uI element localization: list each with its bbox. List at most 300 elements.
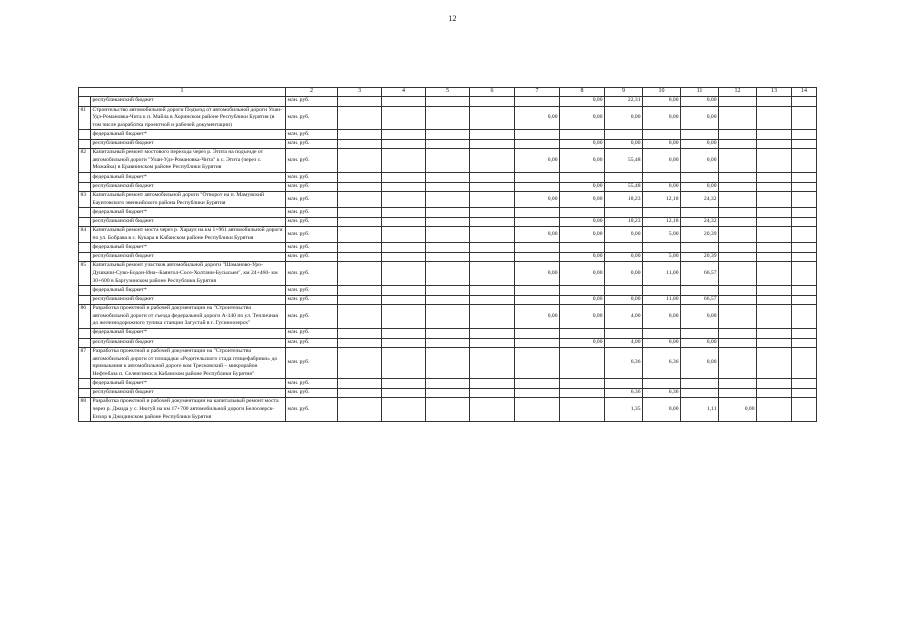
column-header-3: 3 <box>338 88 382 97</box>
value-cell <box>470 338 515 348</box>
unit-cell: млн. руб. <box>286 338 338 348</box>
value-cell <box>470 106 515 130</box>
value-cell <box>757 379 792 389</box>
value-cell <box>605 243 643 253</box>
value-cell <box>426 379 470 389</box>
value-cell <box>338 97 382 107</box>
budget-subrow <box>79 217 817 227</box>
value-cell <box>792 252 817 262</box>
value-cell <box>757 286 792 296</box>
value-cell <box>757 295 792 305</box>
value-cell <box>470 305 515 329</box>
value-cell <box>470 252 515 262</box>
value-cell <box>792 329 817 339</box>
value-cell <box>470 149 515 173</box>
row-number-cell <box>79 182 91 192</box>
value-cell: 11,00 <box>643 262 681 286</box>
unit-cell: млн. руб. <box>286 149 338 173</box>
value-cell <box>470 97 515 107</box>
value-cell <box>426 173 470 183</box>
value-cell <box>757 139 792 149</box>
value-cell: 0,00 <box>515 106 560 130</box>
value-cell <box>515 217 560 227</box>
value-cell: 6,36 <box>643 388 681 398</box>
row-number: 88 <box>79 398 91 422</box>
value-cell: 0,00 <box>515 149 560 173</box>
budget-source-label: федеральный бюджет* <box>91 286 286 296</box>
value-cell <box>515 348 560 379</box>
row-number-cell <box>79 329 91 339</box>
value-cell <box>426 243 470 253</box>
value-cell <box>426 305 470 329</box>
project-row <box>79 106 817 130</box>
value-cell <box>470 262 515 286</box>
column-header-6: 6 <box>470 88 515 97</box>
value-cell: 0,00 <box>560 149 605 173</box>
value-cell <box>426 182 470 192</box>
column-header-1: 1 <box>79 88 286 97</box>
budget-subrow <box>79 338 817 348</box>
value-cell: 0,00 <box>643 97 681 107</box>
value-cell <box>681 379 719 389</box>
value-cell <box>338 217 382 227</box>
row-number-cell <box>79 217 91 227</box>
value-cell <box>470 227 515 243</box>
value-cell: 66,57 <box>681 262 719 286</box>
value-cell <box>681 286 719 296</box>
value-cell <box>426 295 470 305</box>
unit-cell: млн. руб. <box>286 139 338 149</box>
value-cell: 0,00 <box>605 139 643 149</box>
row-number-cell <box>79 379 91 389</box>
value-cell <box>719 348 757 379</box>
value-cell <box>382 149 426 173</box>
value-cell <box>757 97 792 107</box>
value-cell: 6,36 <box>605 388 643 398</box>
budget-source-label: республиканский бюджет <box>91 217 286 227</box>
value-cell <box>757 217 792 227</box>
value-cell: 0,00 <box>560 192 605 208</box>
row-number: 82 <box>79 149 91 173</box>
unit-cell: млн. руб. <box>286 295 338 305</box>
value-cell: 0,00 <box>560 252 605 262</box>
value-cell <box>338 227 382 243</box>
value-cell: 0,00 <box>560 227 605 243</box>
value-cell <box>382 243 426 253</box>
row-number: 84 <box>79 227 91 243</box>
value-cell: 0,00 <box>560 295 605 305</box>
value-cell <box>605 173 643 183</box>
value-cell <box>338 130 382 140</box>
value-cell <box>719 305 757 329</box>
project-name: Капитальный ремонт автомобильной дороги "Отворот на п. Мамувский Баунтовского эвенкийского района Республики Бурятия <box>91 192 286 208</box>
unit-cell: млн. руб. <box>286 227 338 243</box>
value-cell: 12,18 <box>643 217 681 227</box>
unit-cell: млн. руб. <box>286 286 338 296</box>
value-cell: 0,00 <box>643 305 681 329</box>
value-cell <box>792 192 817 208</box>
value-cell <box>757 173 792 183</box>
row-number-cell <box>79 286 91 296</box>
value-cell <box>757 388 792 398</box>
value-cell <box>681 329 719 339</box>
value-cell <box>382 295 426 305</box>
value-cell <box>792 139 817 149</box>
project-row <box>79 348 817 379</box>
column-header-8: 8 <box>560 88 605 97</box>
value-cell <box>338 149 382 173</box>
value-cell: 0,00 <box>515 262 560 286</box>
column-header-9: 9 <box>605 88 643 97</box>
value-cell <box>515 252 560 262</box>
value-cell: 22,31 <box>605 97 643 107</box>
value-cell: 0,00 <box>643 398 681 422</box>
value-cell <box>426 286 470 296</box>
value-cell: 0,00 <box>719 398 757 422</box>
value-cell <box>719 262 757 286</box>
column-header-2: 2 <box>286 88 338 97</box>
budget-subrow <box>79 286 817 296</box>
column-header-11: 11 <box>681 88 719 97</box>
value-cell <box>792 130 817 140</box>
value-cell <box>426 149 470 173</box>
unit-cell: млн. руб. <box>286 262 338 286</box>
value-cell <box>338 262 382 286</box>
value-cell <box>757 329 792 339</box>
value-cell <box>757 106 792 130</box>
value-cell <box>338 252 382 262</box>
value-cell: 0,00 <box>681 182 719 192</box>
value-cell <box>757 262 792 286</box>
value-cell: 0,00 <box>681 106 719 130</box>
value-cell: 24,32 <box>681 192 719 208</box>
value-cell <box>426 398 470 422</box>
value-cell: 0,00 <box>560 262 605 286</box>
column-header-5: 5 <box>426 88 470 97</box>
value-cell <box>757 348 792 379</box>
project-name: Разработка проектной и рабочей документации на капитальный ремонт моста через р. Джида у с. Нюгуй на км 17+700 автомобильной дороги Белоозерск-Енхор в Джидинском районе Республики Бурятия <box>91 398 286 422</box>
value-cell <box>560 329 605 339</box>
value-cell <box>757 243 792 253</box>
value-cell <box>757 398 792 422</box>
budget-table <box>78 87 817 422</box>
value-cell <box>338 305 382 329</box>
value-cell <box>681 208 719 218</box>
value-cell <box>382 305 426 329</box>
value-cell <box>470 208 515 218</box>
value-cell: 4,00 <box>605 305 643 329</box>
value-cell <box>382 217 426 227</box>
value-cell: 0,00 <box>681 97 719 107</box>
value-cell <box>426 192 470 208</box>
value-cell: 0,00 <box>643 338 681 348</box>
value-cell <box>719 130 757 140</box>
project-name: Разработка проектной и рабочей документации на "Строительство автомобильной дороги от площадки «Родительского стада птицефабрики» до примыкания к автомобильной дороге ком Тресковский – микрорайон Нефтебаза п. Селенгинск в Кабанском районе Республики Бурятия" <box>91 348 286 379</box>
value-cell: 0,00 <box>560 97 605 107</box>
value-cell <box>382 348 426 379</box>
value-cell <box>382 106 426 130</box>
value-cell: 18,23 <box>605 192 643 208</box>
project-name: Капитальный ремонт участков автомобильной дороги "Шаманово-Уро-Душкачи-Суво-Бодон-Ина--Баянгол-Сосе-Холтани-Бусысьен", км 24+460- км 30+600 в Баргузинском районе Республики Бурятия <box>91 262 286 286</box>
row-number-cell <box>79 295 91 305</box>
value-cell <box>792 262 817 286</box>
value-cell: 6,36 <box>643 348 681 379</box>
unit-cell: млн. руб. <box>286 243 338 253</box>
project-name: Капитальный ремонт моста через р. Хараул на км 1+961 автомобильной дороги по ул. Бобрава в с. Кукара в Кабанском районе Республики Бурятия <box>91 227 286 243</box>
value-cell <box>719 173 757 183</box>
value-cell <box>338 106 382 130</box>
column-header-13: 13 <box>757 88 792 97</box>
value-cell <box>643 379 681 389</box>
value-cell <box>681 173 719 183</box>
value-cell <box>719 106 757 130</box>
value-cell <box>643 286 681 296</box>
value-cell: 0,00 <box>605 295 643 305</box>
value-cell <box>792 379 817 389</box>
value-cell <box>338 329 382 339</box>
value-cell <box>560 379 605 389</box>
budget-source-label: федеральный бюджет* <box>91 173 286 183</box>
value-cell <box>338 208 382 218</box>
value-cell <box>338 192 382 208</box>
value-cell <box>382 252 426 262</box>
value-cell <box>792 149 817 173</box>
value-cell <box>515 139 560 149</box>
value-cell <box>470 217 515 227</box>
value-cell: 5,00 <box>643 252 681 262</box>
budget-source-label: республиканский бюджет <box>91 295 286 305</box>
unit-cell: млн. руб. <box>286 252 338 262</box>
column-header-7: 7 <box>515 88 560 97</box>
value-cell <box>643 130 681 140</box>
value-cell <box>426 227 470 243</box>
value-cell <box>681 130 719 140</box>
value-cell <box>792 208 817 218</box>
value-cell <box>757 305 792 329</box>
value-cell <box>681 243 719 253</box>
header-row <box>79 88 817 97</box>
value-cell: 0,00 <box>605 262 643 286</box>
value-cell <box>515 388 560 398</box>
unit-cell: млн. руб. <box>286 398 338 422</box>
value-cell <box>515 338 560 348</box>
value-cell: 0,00 <box>643 139 681 149</box>
value-cell <box>792 227 817 243</box>
value-cell: 0,00 <box>560 305 605 329</box>
value-cell: 66,57 <box>681 295 719 305</box>
budget-subrow <box>79 379 817 389</box>
unit-cell: млн. руб. <box>286 388 338 398</box>
row-number-cell <box>79 130 91 140</box>
value-cell: 0,00 <box>681 348 719 379</box>
value-cell <box>515 286 560 296</box>
value-cell: 0,00 <box>605 106 643 130</box>
row-number: 81 <box>79 106 91 130</box>
project-row <box>79 192 817 208</box>
value-cell <box>792 217 817 227</box>
value-cell <box>426 217 470 227</box>
value-cell: 1,11 <box>681 398 719 422</box>
value-cell <box>470 182 515 192</box>
value-cell: 0,00 <box>605 227 643 243</box>
value-cell <box>426 348 470 379</box>
value-cell <box>382 338 426 348</box>
value-cell: 18,23 <box>605 217 643 227</box>
budget-subrow <box>79 208 817 218</box>
value-cell <box>338 348 382 379</box>
value-cell <box>792 398 817 422</box>
unit-cell: млн. руб. <box>286 130 338 140</box>
value-cell <box>719 217 757 227</box>
value-cell <box>426 262 470 286</box>
value-cell <box>643 208 681 218</box>
value-cell <box>382 139 426 149</box>
value-cell <box>560 286 605 296</box>
value-cell <box>382 208 426 218</box>
value-cell <box>338 398 382 422</box>
unit-cell: млн. руб. <box>286 192 338 208</box>
value-cell <box>382 398 426 422</box>
value-cell <box>470 398 515 422</box>
value-cell <box>470 139 515 149</box>
budget-subrow <box>79 139 817 149</box>
unit-cell: млн. руб. <box>286 305 338 329</box>
value-cell <box>338 182 382 192</box>
value-cell <box>338 338 382 348</box>
value-cell <box>382 97 426 107</box>
value-cell <box>757 130 792 140</box>
value-cell: 0,00 <box>515 227 560 243</box>
value-cell: 0,00 <box>605 252 643 262</box>
project-name: Разработка проектной и рабочей документации на "Строительство автомобильной дороги от съезда федеральной дороги А-340 по ул. Тепличная до железнодорожного тупика станции Загустай в г. Гусиноозерск" <box>91 305 286 329</box>
budget-source-label: республиканский бюджет <box>91 388 286 398</box>
value-cell: 0,00 <box>515 305 560 329</box>
row-number: 83 <box>79 192 91 208</box>
unit-cell: млн. руб. <box>286 106 338 130</box>
value-cell <box>719 329 757 339</box>
budget-source-label: республиканский бюджет <box>91 139 286 149</box>
project-row <box>79 149 817 173</box>
value-cell <box>382 182 426 192</box>
value-cell: 0,00 <box>515 192 560 208</box>
row-number-cell <box>79 243 91 253</box>
value-cell <box>426 329 470 339</box>
unit-cell: млн. руб. <box>286 208 338 218</box>
value-cell <box>792 182 817 192</box>
value-cell <box>382 192 426 208</box>
value-cell: 0,00 <box>560 139 605 149</box>
value-cell <box>515 398 560 422</box>
unit-cell: млн. руб. <box>286 379 338 389</box>
budget-subrow <box>79 329 817 339</box>
row-number-cell <box>79 139 91 149</box>
value-cell: 5,00 <box>643 227 681 243</box>
value-cell <box>382 130 426 140</box>
value-cell <box>560 130 605 140</box>
budget-subrow <box>79 243 817 253</box>
value-cell: 6,36 <box>605 348 643 379</box>
value-cell <box>426 139 470 149</box>
budget-subrow <box>79 173 817 183</box>
value-cell: 1,35 <box>605 398 643 422</box>
value-cell <box>338 295 382 305</box>
value-cell <box>792 338 817 348</box>
project-row <box>79 305 817 329</box>
value-cell <box>719 379 757 389</box>
row-number: 85 <box>79 262 91 286</box>
value-cell <box>338 139 382 149</box>
value-cell <box>338 286 382 296</box>
value-cell <box>338 243 382 253</box>
value-cell <box>681 388 719 398</box>
value-cell <box>792 305 817 329</box>
value-cell <box>338 379 382 389</box>
value-cell <box>792 106 817 130</box>
value-cell <box>605 379 643 389</box>
value-cell: 0,00 <box>681 149 719 173</box>
value-cell <box>426 338 470 348</box>
value-cell <box>792 97 817 107</box>
budget-subrow <box>79 295 817 305</box>
value-cell <box>515 295 560 305</box>
unit-cell: млн. руб. <box>286 329 338 339</box>
column-header-14: 14 <box>792 88 817 97</box>
value-cell <box>426 388 470 398</box>
value-cell <box>515 130 560 140</box>
value-cell <box>515 173 560 183</box>
column-header-4: 4 <box>382 88 426 97</box>
value-cell <box>560 348 605 379</box>
value-cell <box>382 227 426 243</box>
unit-cell: млн. руб. <box>286 182 338 192</box>
value-cell: 12,18 <box>643 192 681 208</box>
value-cell <box>382 388 426 398</box>
budget-source-label: республиканский бюджет <box>91 338 286 348</box>
value-cell <box>757 338 792 348</box>
value-cell: 0,00 <box>681 338 719 348</box>
value-cell <box>560 243 605 253</box>
value-cell <box>515 208 560 218</box>
value-cell <box>643 173 681 183</box>
value-cell <box>338 388 382 398</box>
value-cell: 0,00 <box>560 338 605 348</box>
value-cell <box>719 97 757 107</box>
value-cell <box>515 182 560 192</box>
value-cell <box>792 243 817 253</box>
value-cell <box>426 130 470 140</box>
value-cell <box>470 348 515 379</box>
value-cell <box>643 243 681 253</box>
value-cell <box>719 252 757 262</box>
value-cell <box>382 286 426 296</box>
value-cell <box>719 338 757 348</box>
budget-subrow <box>79 97 817 107</box>
budget-subrow <box>79 252 817 262</box>
value-cell <box>757 182 792 192</box>
budget-source-label: федеральный бюджет* <box>91 329 286 339</box>
budget-source-label: республиканский бюджет <box>91 97 286 107</box>
unit-cell: млн. руб. <box>286 173 338 183</box>
value-cell <box>792 286 817 296</box>
row-number-cell <box>79 208 91 218</box>
project-row <box>79 262 817 286</box>
budget-source-label: республиканский бюджет <box>91 252 286 262</box>
page-number: 12 <box>448 14 457 23</box>
budget-source-label: федеральный бюджет* <box>91 243 286 253</box>
value-cell <box>560 398 605 422</box>
value-cell <box>338 173 382 183</box>
row-number-cell <box>79 97 91 107</box>
